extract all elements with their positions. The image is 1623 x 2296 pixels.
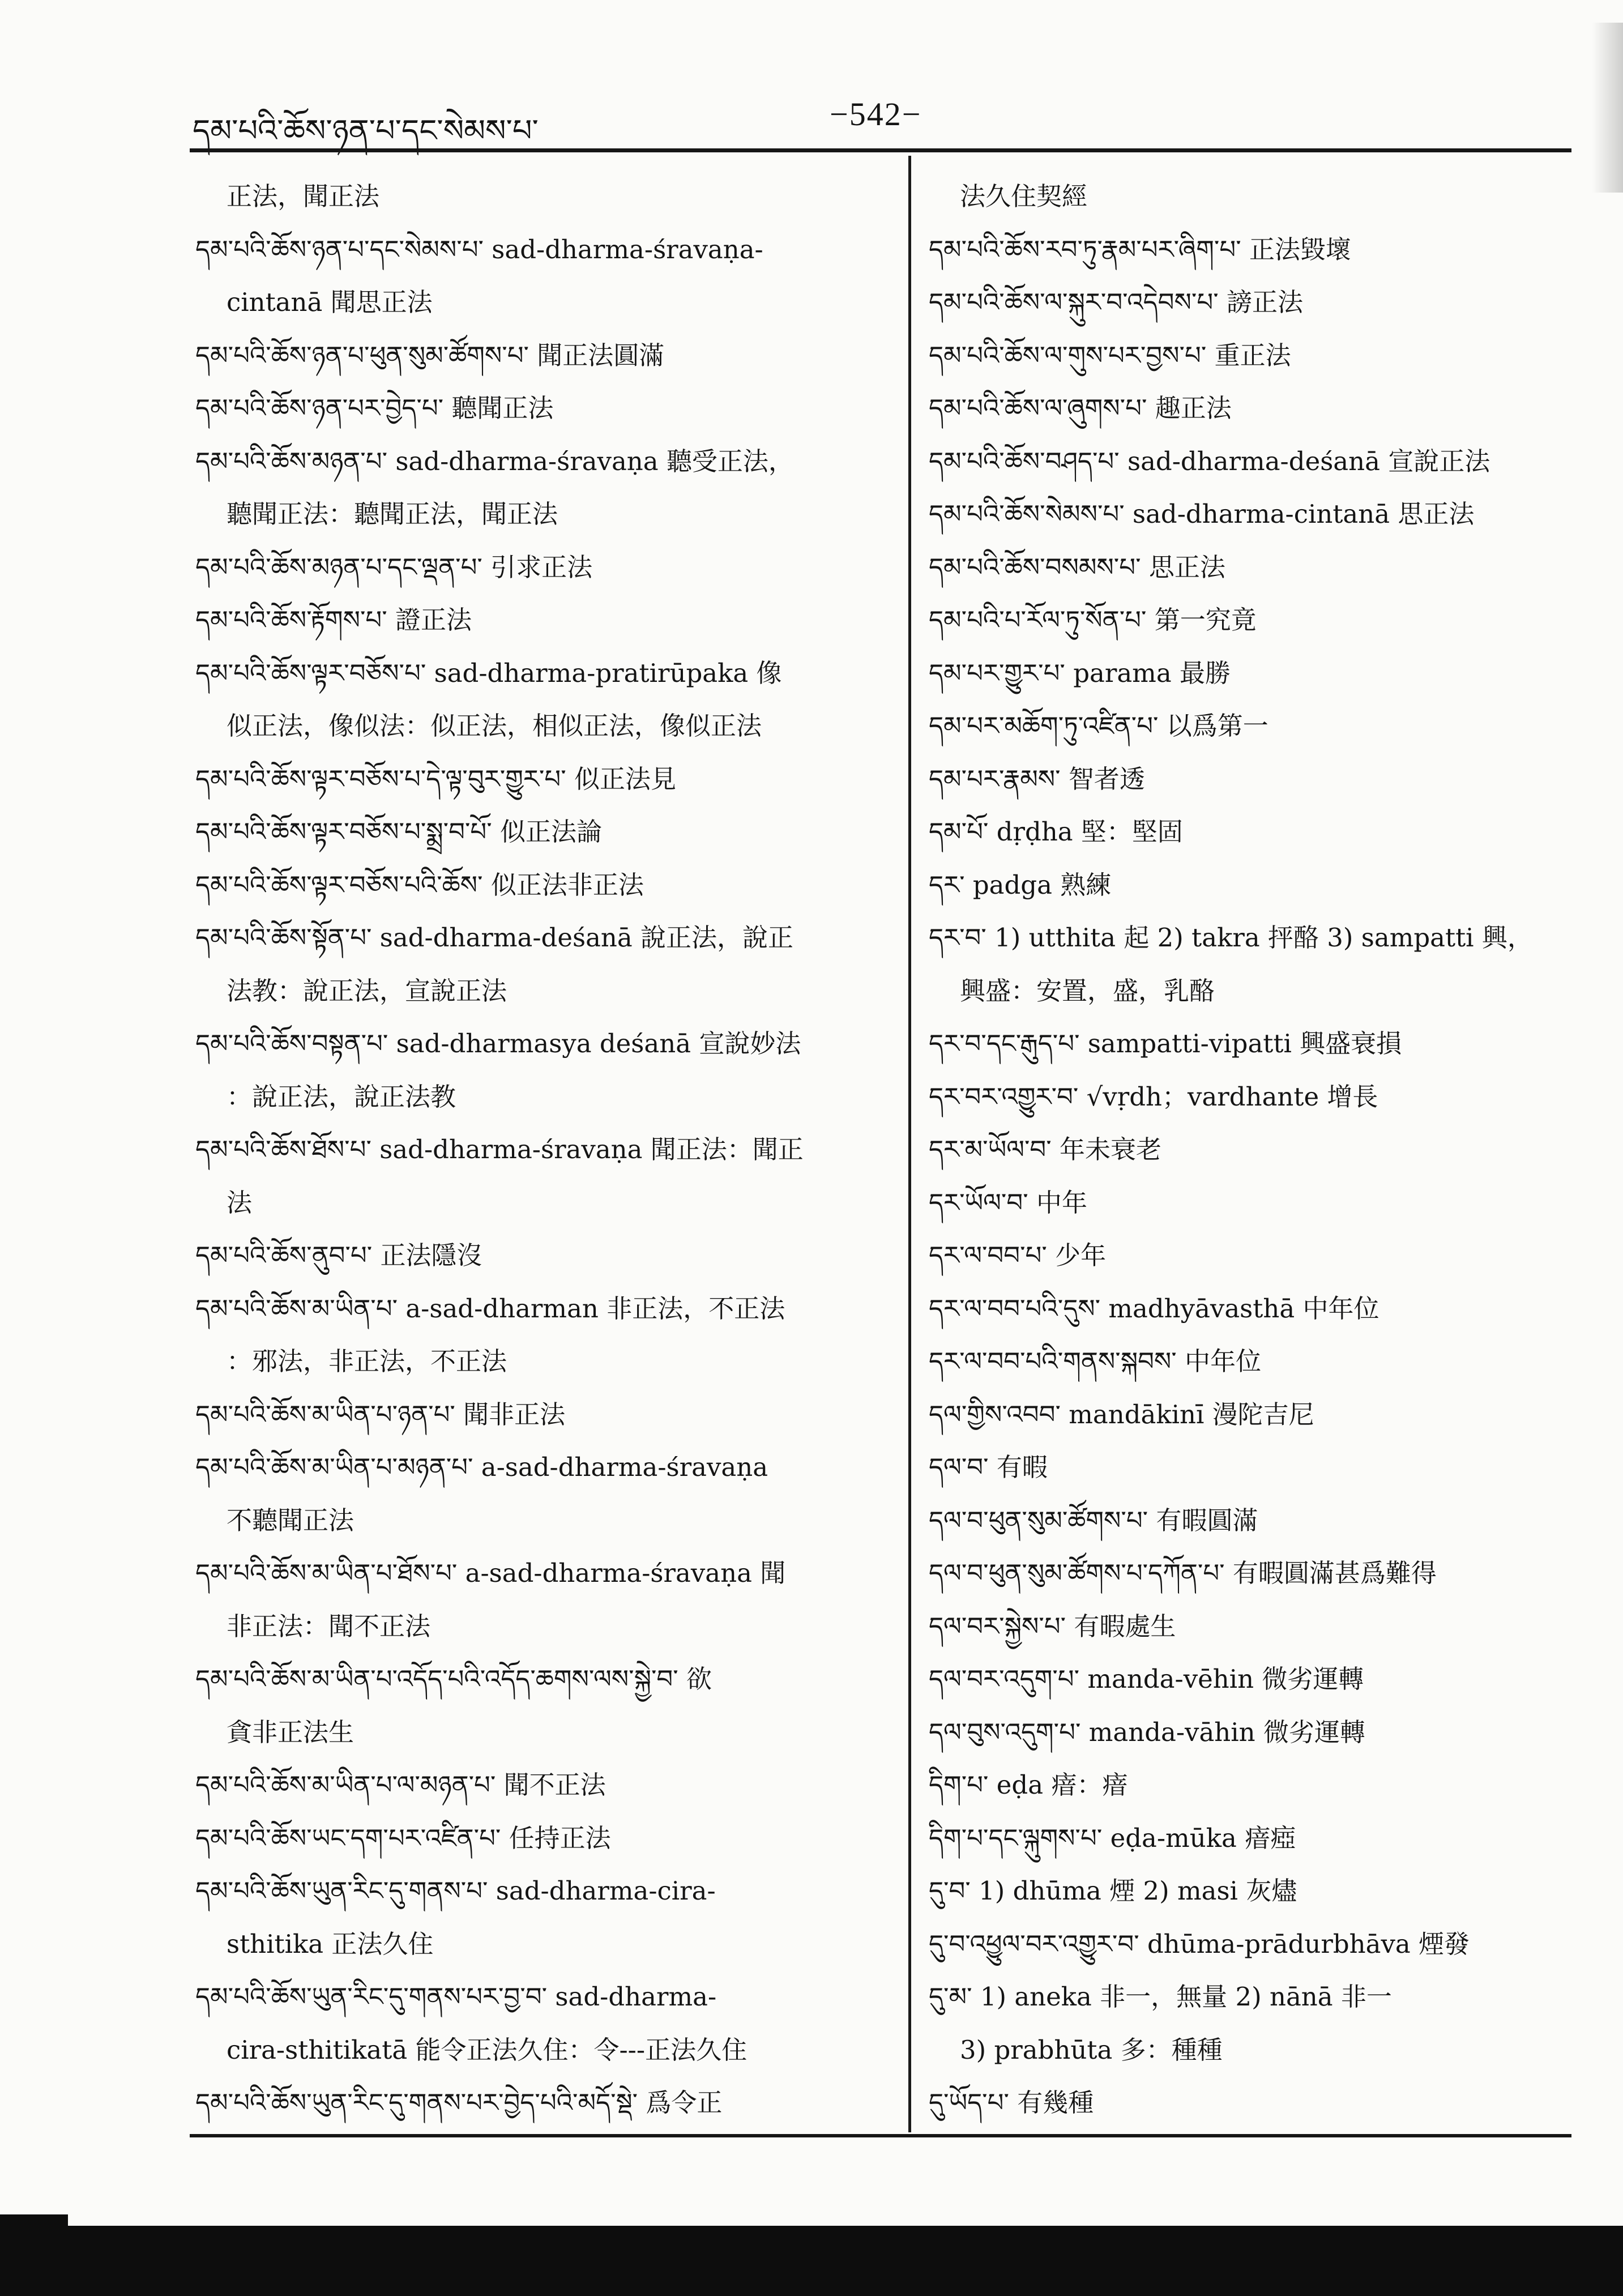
dictionary-line: དམ་པའི་ཆོས་བསམས་པ་ 思正法 [929, 552, 1225, 582]
dictionary-line: དམ་པའི་ཆོས་ལྟར་བཅོས་པ་ sad-dharma-pratirūpaka 像 [195, 658, 782, 688]
page-number: −542− [830, 96, 922, 133]
dictionary-line: དལ་བ་ཕུན་སུམ་ཚོགས་པ་དཀོན་པ་ 有暇圓滿甚爲難得 [929, 1558, 1437, 1588]
dictionary-line: དུ་བ་ 1) dhūma 煙 2) masi 灰燼 [929, 1876, 1297, 1906]
dictionary-line: དམ་པའི་ཆོས་བཤད་པ་ sad-dharma-deśanā 宣說正法 [929, 446, 1490, 476]
dictionary-line: དམ་པའི་ཆོས་མཉན་པ་དང་ལྡན་པ་ 引求正法 [195, 552, 593, 582]
dictionary-line: དམ་པའི་ཆོས་ལྟར་བཅོས་པའི་ཆོས་ 似正法非正法 [195, 869, 644, 900]
dictionary-line: དལ་བ་ཕུན་སུམ་ཚོགས་པ་ 有暇圓滿 [929, 1505, 1258, 1535]
dictionary-line: དར་མ་ཡོལ་བ་ 年未衰老 [929, 1134, 1162, 1164]
running-head: དམ་པའི་ཆོས་ཉན་པ་དང་སེམས་པ་ [193, 113, 539, 148]
dictionary-line: དམ་པའི་ཆོས་རབ་ཏུ་རྣམ་པར་ཞིག་པ་ 正法毀壞 [929, 234, 1351, 264]
dictionary-line: དལ་གྱིས་འབབ་ mandākinī 漫陀吉尼 [929, 1399, 1314, 1429]
dictionary-line: དལ་བ་ 有暇 [929, 1452, 1048, 1482]
dictionary-line: དམ་པའི་ཆོས་ཉན་པ་ཕུན་སུམ་ཚོགས་པ་ 聞正法圓滿 [195, 340, 665, 370]
dictionary-line: དར་བར་འགྱུར་བ་ √vṛdh；vardhante 增長 [929, 1081, 1378, 1112]
dictionary-line: 貪非正法生 [227, 1717, 355, 1747]
dictionary-line: དར་ལ་བབ་པ་ 少年 [929, 1240, 1107, 1270]
header-rule [190, 148, 1571, 152]
dictionary-line: དུ་བ་འཕྱུལ་བར་འགྱུར་བ་ dhūma-prādurbhāva 煙發 [929, 1928, 1470, 1959]
dictionary-line: དམ་པའི་ཆོས་ནུབ་པ་ 正法隱沒 [195, 1240, 482, 1270]
dictionary-line: དམ་པའི་ཆོས་ཡུན་རིང་དུ་གནས་པར་བྱ་བ་ sad-dharma- [195, 1982, 717, 2012]
column-divider [908, 156, 911, 2132]
dictionary-line: དར་ padga 熟練 [929, 869, 1112, 900]
dictionary-line: དར་ལ་བབ་པའི་གནས་སྐབས་ 中年位 [929, 1346, 1262, 1376]
footer-rule [190, 2134, 1571, 2137]
dictionary-line: 3) prabhūta 多：種種 [960, 2034, 1223, 2065]
dictionary-line: དམ་པའི་ཆོས་ལྟར་བཅོས་པ་སྨྲ་བ་པོ་ 似正法論 [195, 817, 603, 847]
dictionary-line: དམ་པའི་ཆོས་མ་ཡིན་པ་མཉན་པ་ a-sad-dharma-śravaṇa [195, 1452, 768, 1482]
dictionary-line: cintanā 聞思正法 [227, 287, 433, 317]
dictionary-line: དམ་པའི་པ་རོལ་ཏུ་སོན་པ་ 第一究竟 [929, 605, 1257, 635]
dictionary-line: cira-sthitikatā 能令正法久住：令---正法久住 [227, 2034, 748, 2065]
dictionary-line: དམ་པའི་ཆོས་ཐོས་པ་ sad-dharma-śravaṇa 聞正法：聞正 [195, 1134, 804, 1164]
dictionary-line: དལ་བར་འདུག་པ་ manda-vēhin 微劣運轉 [929, 1664, 1364, 1694]
dictionary-line: དམ་པའི་ཆོས་མ་ཡིན་པ་ལ་མཉན་པ་ 聞不正法 [195, 1770, 606, 1800]
dictionary-line: དུ་ཡོད་པ་ 有幾種 [929, 2088, 1094, 2118]
dictionary-line: དལ་བར་སྐྱེས་པ་ 有暇處生 [929, 1611, 1176, 1641]
dictionary-line: དམ་པའི་ཆོས་ཉན་པ་དང་སེམས་པ་ sad-dharma-śravaṇa- [195, 234, 763, 264]
dictionary-line: དམ་པའི་ཆོས་ལ་ཞུགས་པ་ 趣正法 [929, 393, 1232, 423]
dictionary-line: 不聽聞正法 [227, 1505, 355, 1535]
dictionary-line: དིག་པ་ eḍa 瘖：瘖 [929, 1770, 1128, 1800]
dictionary-line: ：邪法，非正法，不正法 [227, 1346, 507, 1376]
dictionary-line: 非正法：聞不正法 [227, 1611, 431, 1641]
dictionary-line: དམ་པའི་ཆོས་ཡུན་རིང་དུ་གནས་པར་བྱེད་པའི་མདོ་སྡེ་ 爲令正 [195, 2088, 723, 2118]
dictionary-line: 正法，聞正法 [227, 181, 380, 211]
dictionary-line: དལ་བུས་འདུག་པ་ manda-vāhin 微劣運轉 [929, 1717, 1365, 1747]
right-column [929, 170, 1586, 2129]
dictionary-line: དམ་པར་མཆོག་ཏུ་འཛིན་པ་ 以爲第一 [929, 711, 1268, 741]
dictionary-line: དམ་པའི་ཆོས་ཉན་པར་བྱེད་པ་ 聽聞正法 [195, 393, 554, 423]
dictionary-line: 法 [227, 1187, 253, 1218]
dictionary-line: དམ་པའི་ཆོས་མཉན་པ་ sad-dharma-śravaṇa 聽受正法， [195, 446, 794, 476]
dictionary-line: sthitika 正法久住 [227, 1928, 434, 1959]
dictionary-line: 法教：說正法，宣說正法 [227, 975, 507, 1006]
dictionary-line: དམ་པའི་ཆོས་ལ་སྐུར་བ་འདེབས་པ་ 謗正法 [929, 287, 1303, 317]
dictionary-line: དམ་པར་གྱུར་པ་ parama 最勝 [929, 658, 1231, 688]
dictionary-line: 聽聞正法：聽聞正法，聞正法 [227, 499, 558, 529]
left-column [195, 170, 895, 2129]
dictionary-line: ：說正法，說正法教 [227, 1081, 456, 1112]
dictionary-line: དར་བ་དང་རྒུད་པ་ sampatti-vipatti 興盛衰損 [929, 1028, 1402, 1059]
dictionary-line: དམ་པའི་ཆོས་མ་ཡིན་པ་ a-sad-dharman 非正法，不正法 [195, 1293, 785, 1324]
dictionary-line: 興盛：安置，盛，乳酪 [960, 975, 1215, 1006]
dictionary-line: དམ་པའི་ཆོས་སེམས་པ་ sad-dharma-cintanā 思正法 [929, 499, 1475, 529]
dictionary-line: དམ་པའི་ཆོས་མ་ཡིན་པ་ཉན་པ་ 聞非正法 [195, 1399, 566, 1429]
dictionary-line: དམ་པའི་ཆོས་མ་ཡིན་པ་ཐོས་པ་ a-sad-dharma-śravaṇa 聞 [195, 1558, 786, 1588]
dictionary-line: དར་ཡོལ་བ་ 中年 [929, 1187, 1087, 1218]
dictionary-line: དུ་མ་ 1) aneka 非一，無量 2) nānā 非一 [929, 1982, 1392, 2012]
dictionary-line: དམ་པའི་ཆོས་མ་ཡིན་པ་འདོད་པའི་འདོད་ཆགས་ལས་སྐྱེ་བ་ 欲 [195, 1664, 712, 1694]
dictionary-line: དམ་པའི་ཆོས་བསྟན་པ་ sad-dharmasya deśanā 宣說妙法 [195, 1028, 801, 1059]
dictionary-line: དམ་པོ་ dṛḍha 堅：堅固 [929, 817, 1183, 847]
dictionary-line: དམ་པའི་ཆོས་ལྟར་བཅོས་པ་དེ་ལྟ་བུར་གྱུར་པ་ 似正法見 [195, 763, 676, 794]
page-header [193, 85, 1325, 147]
dictionary-line: དར་བ་ 1) utthita 起 2) takra 抨酪 3) sampatti 興， [929, 923, 1533, 953]
dictionary-line: དམ་པའི་ཆོས་ལ་གུས་པར་བྱས་པ་ 重正法 [929, 340, 1291, 370]
dictionary-line: 似正法，像似法：似正法，相似正法，像似正法 [227, 711, 762, 741]
dictionary-line: དམ་པའི་ཆོས་ཡུན་རིང་དུ་གནས་པ་ sad-dharma-cira- [195, 1876, 716, 1906]
dictionary-line: དམ་པའི་ཆོས་སྟོན་པ་ sad-dharma-deśanā 說正法，說正 [195, 923, 794, 953]
scan-edge-shadow [1592, 23, 1623, 193]
dictionary-line: དམ་པའི་ཆོས་རྟོགས་པ་ 證正法 [195, 605, 472, 635]
dictionary-line: དར་ལ་བབ་པའི་དུས་ madhyāvasthā 中年位 [929, 1293, 1379, 1324]
dictionary-line: དམ་པར་རྣམས་ 智者透 [929, 763, 1145, 794]
dictionary-line: 法久住契經 [960, 181, 1088, 211]
dictionary-line: དམ་པའི་ཆོས་ཡང་དག་པར་འཛིན་པ་ 任持正法 [195, 1823, 611, 1853]
scan-bottom-edge [0, 2226, 1623, 2296]
dictionary-line: དིག་པ་དང་ལྐུགས་པ་ eḍa-mūka 瘖瘂 [929, 1823, 1296, 1853]
